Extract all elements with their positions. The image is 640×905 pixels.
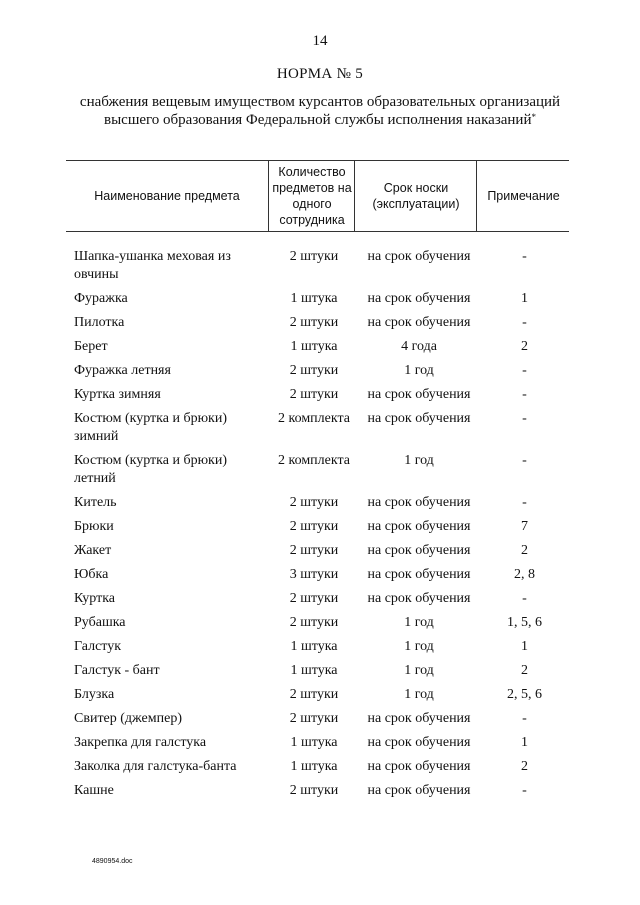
- table-row: [74, 638, 569, 656]
- item-note: -: [522, 363, 527, 378]
- header-quantity: Количество предметов на одного сотрудника: [268, 161, 355, 231]
- table-row: [74, 290, 569, 308]
- table-body: [74, 248, 569, 806]
- item-term: 1 год: [404, 363, 434, 378]
- item-name: Костюм (куртка и брюки) летний: [74, 453, 227, 486]
- item-name: Брюки: [74, 519, 114, 534]
- document-subtitle: [60, 93, 580, 129]
- item-note: -: [522, 453, 527, 468]
- item-note: 2, 8: [514, 567, 535, 582]
- item-name: Юбка: [74, 567, 109, 582]
- item-note: -: [522, 315, 527, 330]
- item-name: Закрепка для галстука: [74, 735, 207, 750]
- item-term: на срок обучения: [367, 315, 471, 330]
- item-quantity: 2 штуки: [289, 495, 339, 510]
- item-quantity: 1 штука: [290, 291, 338, 306]
- table-row: [74, 566, 569, 584]
- item-name: Блузка: [74, 687, 115, 702]
- item-note: -: [522, 495, 527, 510]
- item-name: Жакет: [74, 543, 112, 558]
- item-name: Шапка-ушанка меховая из овчины: [74, 249, 231, 282]
- item-note: 2: [521, 759, 528, 774]
- table-row: [74, 518, 569, 536]
- subtitle-line-1: снабжения вещевым имуществом курсантов образовательных организаций: [79, 94, 561, 110]
- item-name: Заколка для галстука-банта: [74, 759, 237, 774]
- item-name: Куртка зимняя: [74, 387, 161, 402]
- item-term: на срок обучения: [367, 735, 471, 750]
- item-quantity: 1 штука: [290, 663, 338, 678]
- item-name: Пилотка: [74, 315, 125, 330]
- item-quantity: 1 штука: [290, 759, 338, 774]
- item-term: на срок обучения: [367, 591, 471, 606]
- item-term: на срок обучения: [367, 249, 471, 264]
- item-quantity: 2 штуки: [289, 363, 339, 378]
- table-row: [74, 758, 569, 776]
- item-term: на срок обучения: [367, 519, 471, 534]
- header-name: Наименование предмета: [94, 189, 240, 203]
- table-row: [74, 452, 569, 488]
- item-note: -: [522, 387, 527, 402]
- table-row: [74, 662, 569, 680]
- item-quantity: 2 штуки: [289, 783, 339, 798]
- item-quantity: 2 штуки: [289, 387, 339, 402]
- item-name: Фуражка: [74, 291, 128, 306]
- item-name: Берет: [74, 339, 108, 354]
- item-name: Свитер (джемпер): [74, 711, 182, 726]
- item-quantity: 1 штука: [290, 339, 338, 354]
- item-note: 2: [521, 339, 528, 354]
- item-term: на срок обучения: [367, 495, 471, 510]
- item-name: Куртка: [74, 591, 116, 606]
- item-note: 2: [521, 543, 528, 558]
- item-term: на срок обучения: [367, 783, 471, 798]
- table-row: [74, 590, 569, 608]
- item-name: Галстук: [74, 639, 122, 654]
- table-row: [74, 314, 569, 332]
- item-quantity: 2 штуки: [289, 711, 339, 726]
- item-quantity: 2 комплекта: [278, 453, 350, 468]
- item-quantity: 3 штуки: [289, 567, 339, 582]
- item-note: 7: [521, 519, 528, 534]
- header-term: Срок носки (эксплуатации): [354, 161, 477, 231]
- footnote-mark: *: [531, 112, 536, 122]
- item-name: Кашне: [74, 783, 114, 798]
- item-note: -: [522, 711, 527, 726]
- item-name: Костюм (куртка и брюки) зимний: [74, 411, 227, 444]
- item-note: 2: [521, 663, 528, 678]
- table-row: [74, 410, 569, 446]
- item-term: 1 год: [404, 687, 434, 702]
- item-term: 1 год: [404, 615, 434, 630]
- table-row: [74, 710, 569, 728]
- document-title: НОРМА № 5: [276, 66, 364, 82]
- item-term: на срок обучения: [367, 411, 471, 426]
- item-note: 1: [521, 639, 528, 654]
- item-term: 1 год: [404, 639, 434, 654]
- table-row: [74, 494, 569, 512]
- item-name: Фуражка летняя: [74, 363, 171, 378]
- item-note: -: [522, 249, 527, 264]
- table-row: [74, 686, 569, 704]
- subtitle-line-2-text: высшего образования Федеральной службы исполнения наказаний: [104, 112, 532, 128]
- item-quantity: 2 штуки: [289, 249, 339, 264]
- item-note: -: [522, 591, 527, 606]
- item-quantity: 2 штуки: [289, 519, 339, 534]
- item-term: на срок обучения: [367, 711, 471, 726]
- item-quantity: 2 штуки: [289, 687, 339, 702]
- item-quantity: 2 штуки: [289, 315, 339, 330]
- item-term: 1 год: [404, 453, 434, 468]
- item-quantity: 2 комплекта: [278, 411, 350, 426]
- table-row: [74, 362, 569, 380]
- item-term: на срок обучения: [367, 759, 471, 774]
- page-number: 14: [312, 33, 328, 49]
- table-row: [74, 734, 569, 752]
- item-note: -: [522, 411, 527, 426]
- table-row: [74, 386, 569, 404]
- item-note: 2, 5, 6: [507, 687, 542, 702]
- item-quantity: 1 штука: [290, 735, 338, 750]
- table-header: [66, 160, 569, 232]
- header-note: Примечание: [476, 161, 570, 231]
- item-term: 1 год: [404, 663, 434, 678]
- item-term: на срок обучения: [367, 543, 471, 558]
- subtitle-line-2: [60, 111, 580, 129]
- table-row: [74, 542, 569, 560]
- item-note: -: [522, 783, 527, 798]
- item-term: на срок обучения: [367, 567, 471, 582]
- table-row: [74, 614, 569, 632]
- table-row: [74, 338, 569, 356]
- item-quantity: 2 штуки: [289, 615, 339, 630]
- item-quantity: 2 штуки: [289, 591, 339, 606]
- item-term: на срок обучения: [367, 387, 471, 402]
- table-row: [74, 248, 569, 284]
- item-note: 1: [521, 735, 528, 750]
- item-term: на срок обучения: [367, 291, 471, 306]
- item-name: Рубашка: [74, 615, 126, 630]
- item-quantity: 1 штука: [290, 639, 338, 654]
- item-name: Галстук - бант: [74, 663, 160, 678]
- table-row: [74, 782, 569, 800]
- item-note: 1: [521, 291, 528, 306]
- item-quantity: 2 штуки: [289, 543, 339, 558]
- item-note: 1, 5, 6: [507, 615, 542, 630]
- footer-file-code: 4890954.doc: [92, 858, 133, 865]
- item-name: Китель: [74, 495, 117, 510]
- item-term: 4 года: [401, 339, 437, 354]
